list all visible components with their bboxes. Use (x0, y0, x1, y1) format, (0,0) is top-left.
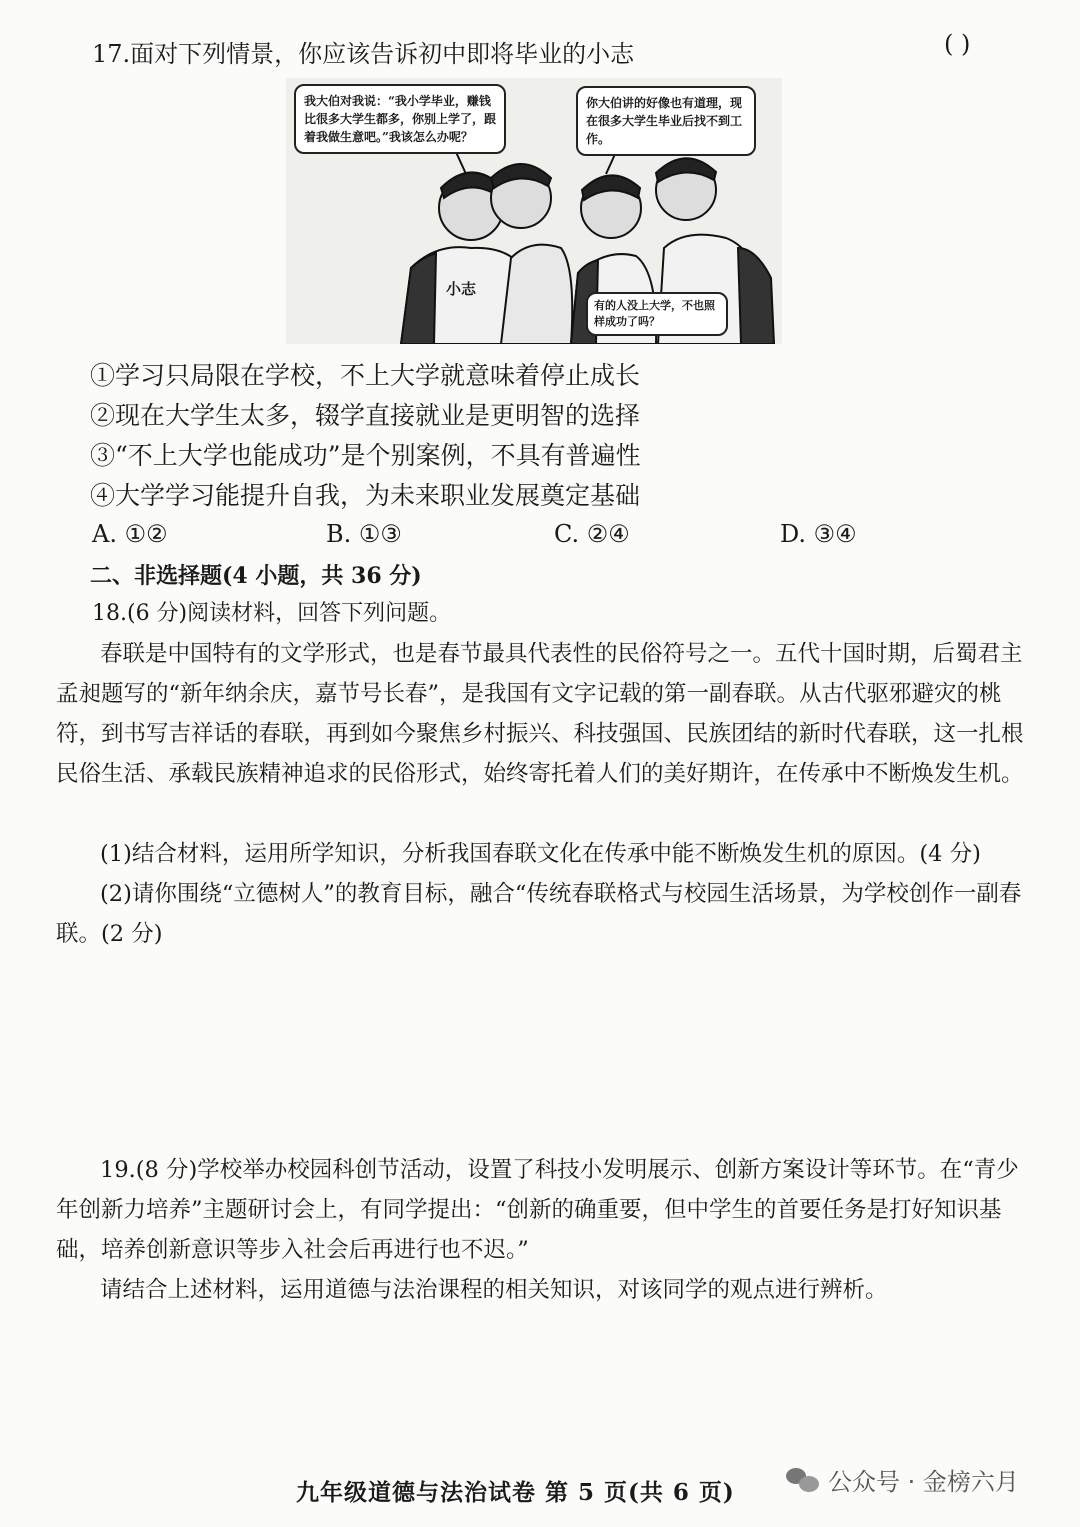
statement-3: ③“不上大学也能成功”是个别案例，不具有普遍性 (90, 441, 641, 470)
q18-sub2: (2)请你围绕“立德树人”的教育目标，融合“传统春联格式与校园生活场景，为学校创作一副春联。(2 分) (56, 881, 1022, 947)
statement-2: ②现在大学生太多，辍学直接就业是更明智的选择 (90, 401, 641, 430)
speech-bubble-left: 我大伯对我说：“我小学毕业，赚钱比很多大学生都多，你别上学了，跟着我做生意吧。”我该怎么办呢？ (294, 84, 506, 154)
wechat-icon (786, 1466, 820, 1494)
q18-material: 春联是中国特有的文学形式，也是春节最具代表性的民俗符号之一。五代十国时期，后蜀君主孟昶题写的“新年纳余庆，嘉节号长春”，是我国有文字记载的第一副春联。从古代驱邪避灾的桃符，到书写吉祥话的春联，再到如今聚焦乡村振兴、科技强国、民族团结的新时代春联，这一扎根民俗生活、承载民族精神追求的民俗形式，始终寄托着人们的美好期许，在传承中不断焕发生机。 (56, 641, 1024, 787)
watermark (786, 1462, 1019, 1497)
choice-d: D. ③④ (780, 520, 857, 548)
q17-stem: 17.面对下列情景，你应该告诉初中即将毕业的小志 (92, 40, 635, 68)
statement-4: ④大学学习能提升自我，为未来职业发展奠定基础 (90, 481, 641, 510)
q19-stem: 19.(8 分)学校举办校园科创节活动，设置了科技小发明展示、创新方案设计等环节。在“青少年创新力培养”主题研讨会上，有同学提出：“创新的确重要，但中学生的首要任务是打好知识基础，培养创新意识等步入社会后再进行也不迟。” (56, 1157, 1019, 1263)
choice-b: B. ①③ (326, 520, 402, 548)
cartoon-illustration (286, 78, 782, 344)
name-tag: 小志 (446, 280, 477, 298)
q18-sub1: (1)结合材料，运用所学知识，分析我国春联文化在传承中能不断焕发生机的原因。(4 分) (100, 841, 981, 867)
section-title: 二、非选择题(4 小题，共 36 分) (90, 563, 422, 589)
choice-c: C. ②④ (554, 520, 630, 548)
q18-stem: 18.(6 分)阅读材料，回答下列问题。 (92, 601, 452, 626)
q19-task: 请结合上述材料，运用道德与法治课程的相关知识，对该同学的观点进行辨析。 (100, 1277, 888, 1303)
choice-a: A. ①② (92, 520, 168, 548)
speech-bubble-right: 你大伯讲的好像也有道理，现在很多大学生毕业后找不到工作。 (576, 86, 756, 156)
speech-bubble-bottom: 有的人没上大学，不也照样成功了吗？ (586, 292, 728, 336)
statement-1: ①学习只局限在学校，不上大学就意味着停止成长 (90, 361, 641, 390)
watermark-text: 公众号 · 金榜六月 (828, 1468, 1019, 1496)
page-footer: 九年级道德与法治试卷 第 5 页(共 6 页) (296, 1479, 735, 1506)
answer-parentheses: ( ) (944, 30, 971, 58)
